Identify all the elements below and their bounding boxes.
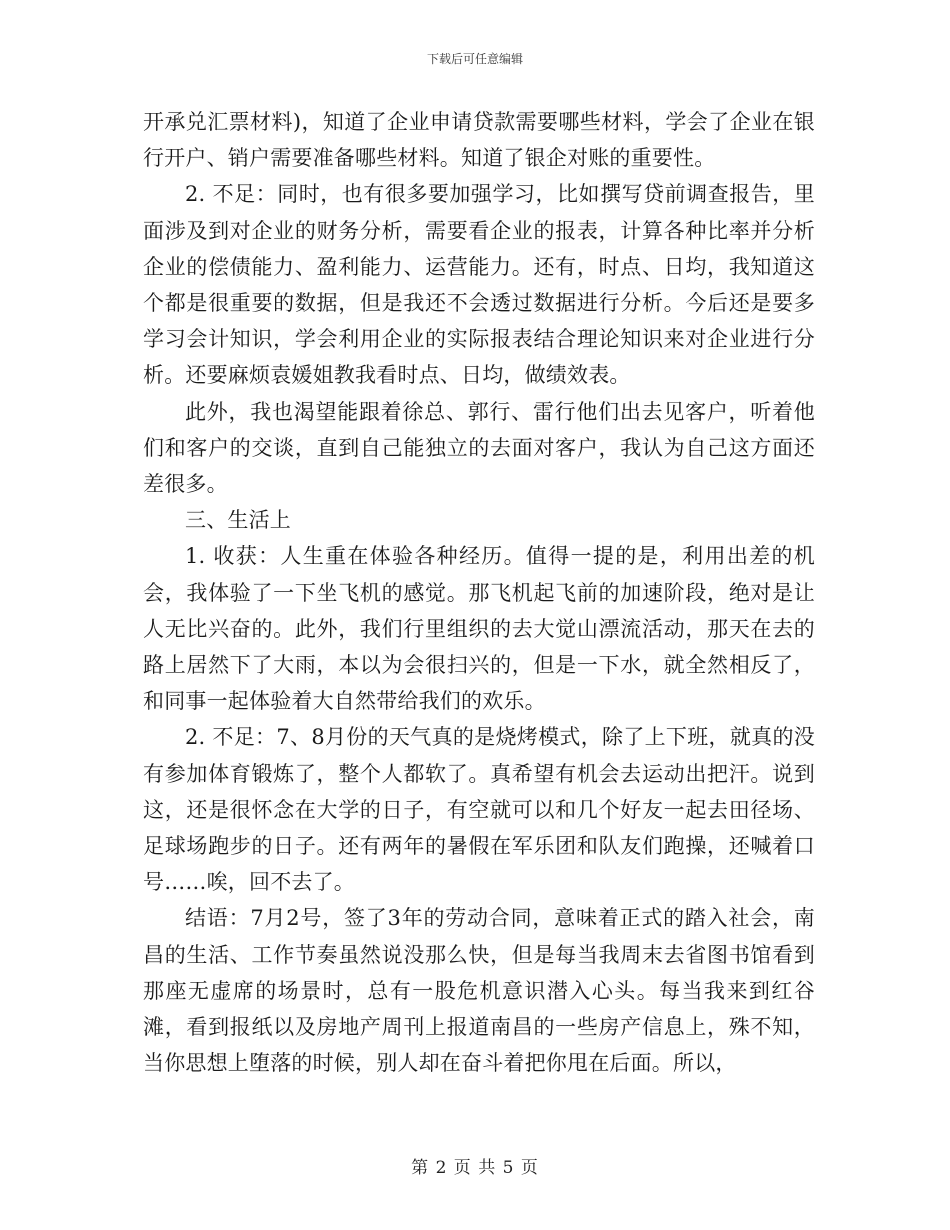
paragraph: 结语：7月2号，签了3年的劳动合同，意味着正式的踏入社会，南昌的生活、工作节奏虽然说没那么快，但是每当我周末去省图书馆看到那座无虚席的场景时，总有一股危机意识潜入心头。每当我来到红谷滩，看到报纸以及房地产周刊上报道南昌的一些房产信息上，殊不知，当你思想上堕落的时候，别人却在奋斗着把你甩在后面。所以， xyxy=(143,906,815,1076)
paragraph: 此外，我也渴望能跟着徐总、郭行、雷行他们出去见客户，听着他们和客户的交谈，直到自己能独立的去面对客户，我认为自己这方面还差很多。 xyxy=(143,399,815,497)
section-heading: 三、生活上 xyxy=(185,508,291,533)
page-header: 下载后可任意编辑 xyxy=(426,52,523,66)
paragraph: 2. 不足：同时，也有很多要加强学习，比如撰写贷前调查报告，里面涉及到对企业的财务分析，需要看企业的报表，计算各种比率并分析企业的偿债能力、盈利能力、运营能力。还有，时点、日均，我知道这个都是很重要的数据，但是我还不会透过数据进行分析。今后还是要多学习会计知识，学会利用企业的实际报表结合理论知识来对企业进行分析。还要麻烦袁媛姐教我看时点、日均，做绩效表。 xyxy=(143,182,815,388)
paragraph: 2. 不足：7、8月份的天气真的是烧烤模式，除了上下班，就真的没有参加体育锻炼了，整个人都软了。真希望有机会去运动出把汗。说到这，还是很怀念在大学的日子，有空就可以和几个好友一起去田径场、足球场跑步的日子。还有两年的暑假在军乐团和队友们跑操，还喊着口号……唉，回不去了。 xyxy=(143,725,815,895)
paragraph: 开承兑汇票材料)，知道了企业申请贷款需要哪些材料，学会了企业在银行开户、销户需要准备哪些材料。知道了银企对账的重要性。 xyxy=(143,110,815,171)
paragraph: 1. 收获：人生重在体验各种经历。值得一提的是，利用出差的机会，我体验了一下坐飞机的感觉。那飞机起飞前的加速阶段，绝对是让人无比兴奋的。此外，我们行里组织的去大觉山漂流活动，那天在去的路上居然下了大雨，本以为会很扫兴的，但是一下水，就全然相反了，和同事一起体验着大自然带给我们的欢乐。 xyxy=(143,544,815,714)
document-body xyxy=(143,104,815,1081)
page-number-footer: 第 2 页 共 5 页 xyxy=(411,1158,539,1178)
